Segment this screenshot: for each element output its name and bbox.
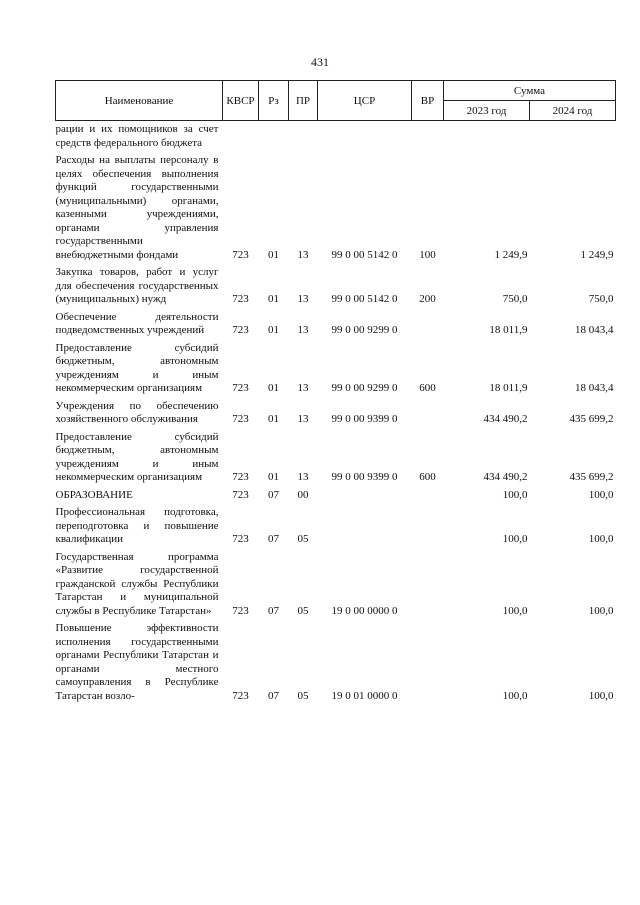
header-kvsr: КВСР <box>223 81 259 121</box>
row-name: Обеспечение деятельности подведомственных учреждений <box>55 310 219 336</box>
row-csr: 99 0 00 5142 0 <box>331 293 398 305</box>
row-name: Повышение эффективности исполнения государственными органами Республики Татарстан и органами местного самоуправления в Республике Татарстан возло- <box>55 622 219 702</box>
row-vr: 200 <box>419 293 436 305</box>
row-csr <box>318 121 412 151</box>
row-sum-2023: 18 011,9 <box>489 324 528 336</box>
row-sum-2024: 100,0 <box>588 689 614 702</box>
row-vr <box>412 396 444 427</box>
row-sum-2023: 100,0 <box>502 488 528 501</box>
row-sum-2023: 100,0 <box>502 604 528 617</box>
row-pr: 13 <box>297 324 309 336</box>
row-csr: 19 0 01 0000 0 <box>331 689 398 702</box>
row-vr <box>412 307 444 338</box>
row-sum-2024: 18 043,4 <box>575 324 614 336</box>
row-pr: 05 <box>297 604 309 617</box>
row-sum-2024: 100,0 <box>588 488 614 501</box>
row-name: Предоставление субсидий бюджетным, автономным учреждениям и иным некоммерческим организациям <box>55 341 219 394</box>
row-sum-2024: 18 043,4 <box>575 382 614 394</box>
header-sum: Сумма <box>444 81 616 101</box>
header-vr: ВР <box>412 81 444 121</box>
row-kvsr: 723 <box>232 689 249 702</box>
row-kvsr: 723 <box>232 413 249 425</box>
row-kvsr: 723 <box>232 604 249 617</box>
row-vr <box>412 121 444 151</box>
table-row <box>56 338 616 396</box>
row-kvsr: 723 <box>232 471 249 483</box>
row-csr <box>318 502 412 547</box>
page-number: 431 <box>311 55 329 69</box>
row-rz: 07 <box>268 488 279 501</box>
row-vr: 600 <box>419 471 436 483</box>
row-sum-2023: 1 249,9 <box>494 248 528 261</box>
row-sum-2024: 100,0 <box>588 533 614 545</box>
row-rz: 01 <box>268 324 279 336</box>
row-rz: 07 <box>268 533 279 545</box>
row-name: Расходы на выплаты персоналу в целях обеспечения выполнения функций государственными (муниципальными) органами, казенными учреждениями, органами управления государственными внебюджетными фондами <box>55 154 219 261</box>
row-pr: 13 <box>297 382 309 394</box>
row-pr: 00 <box>297 488 309 501</box>
header-year-2024: 2024 год <box>530 101 616 121</box>
row-sum-2024: 1 249,9 <box>580 248 614 261</box>
row-kvsr: 723 <box>232 533 249 545</box>
table-header <box>56 81 616 121</box>
table-row <box>56 502 616 547</box>
row-sum-2024: 435 699,2 <box>569 471 614 483</box>
table-row <box>56 262 616 307</box>
table-row <box>56 150 616 262</box>
row-sum-2024: 435 699,2 <box>569 413 614 425</box>
row-name: Государственная программа «Развитие государственной гражданской службы Республики Татарстан и муниципальной службы в Республике Татарстан» <box>55 550 219 617</box>
row-vr <box>412 502 444 547</box>
row-rz: 01 <box>268 471 279 483</box>
header-pr: ПР <box>289 81 318 121</box>
row-kvsr: 723 <box>232 248 249 261</box>
row-sum-2023: 434 490,2 <box>483 413 528 425</box>
row-kvsr: 723 <box>232 382 249 394</box>
row-csr: 99 0 00 9299 0 <box>331 324 398 336</box>
row-name: Закупка товаров, работ и услуг для обеспечения государственных (муниципальных) нужд <box>55 266 219 305</box>
row-csr: 99 0 00 9399 0 <box>331 413 398 425</box>
row-sum-2023: 100,0 <box>502 689 528 702</box>
row-kvsr <box>223 121 259 151</box>
row-sum-2023: 18 011,9 <box>489 382 528 394</box>
row-pr: 13 <box>297 293 309 305</box>
row-vr <box>412 485 444 503</box>
row-name: рации и их помощников за счет средств федерального бюджета <box>55 123 219 149</box>
row-vr: 100 <box>419 248 436 261</box>
row-rz: 01 <box>268 293 279 305</box>
row-pr: 05 <box>297 533 309 545</box>
row-rz: 07 <box>268 689 279 702</box>
row-vr: 600 <box>419 382 436 394</box>
table-row <box>56 121 616 151</box>
row-sum-2023: 750,0 <box>502 293 528 305</box>
row-pr: 05 <box>297 689 309 702</box>
row-pr: 13 <box>297 248 309 261</box>
row-csr <box>318 485 412 503</box>
row-rz: 01 <box>268 382 279 394</box>
row-rz <box>259 121 289 151</box>
row-name: Профессиональная подготовка, переподготовка и повышение квалификации <box>55 506 219 545</box>
row-kvsr: 723 <box>232 293 249 305</box>
row-csr: 19 0 00 0000 0 <box>331 604 398 617</box>
header-csr: ЦСР <box>318 81 412 121</box>
row-vr <box>412 618 444 703</box>
row-rz: 07 <box>268 604 279 617</box>
table-row <box>56 396 616 427</box>
row-name: Предоставление субсидий бюджетным, автономным учреждениям и иным некоммерческим организациям <box>55 430 219 483</box>
row-vr <box>412 547 444 619</box>
table-row <box>56 618 616 703</box>
row-sum-2024 <box>530 121 616 151</box>
header-rz: Рз <box>259 81 289 121</box>
row-sum-2023: 100,0 <box>502 533 528 545</box>
row-pr: 13 <box>297 413 309 425</box>
row-kvsr: 723 <box>232 488 249 501</box>
row-name: ОБРАЗОВАНИЕ <box>55 488 133 501</box>
row-rz: 01 <box>268 413 279 425</box>
row-sum-2023 <box>444 121 530 151</box>
row-pr <box>289 121 318 151</box>
row-csr: 99 0 00 5142 0 <box>331 248 398 261</box>
header-name: Наименование <box>56 81 223 121</box>
table-row <box>56 427 616 485</box>
row-csr: 99 0 00 9399 0 <box>331 471 398 483</box>
row-csr: 99 0 00 9299 0 <box>331 382 398 394</box>
row-sum-2024: 100,0 <box>588 604 614 617</box>
header-year-2023: 2023 год <box>444 101 530 121</box>
table-row <box>56 485 616 503</box>
table-row <box>56 307 616 338</box>
table-row <box>56 547 616 619</box>
table-body <box>56 121 616 704</box>
row-rz: 01 <box>268 248 279 261</box>
row-kvsr: 723 <box>232 324 249 336</box>
row-name: Учреждения по обеспечению хозяйственного обслуживания <box>55 399 219 425</box>
budget-table <box>55 80 616 703</box>
row-sum-2024: 750,0 <box>588 293 614 305</box>
row-sum-2023: 434 490,2 <box>483 471 528 483</box>
row-pr: 13 <box>297 471 309 483</box>
